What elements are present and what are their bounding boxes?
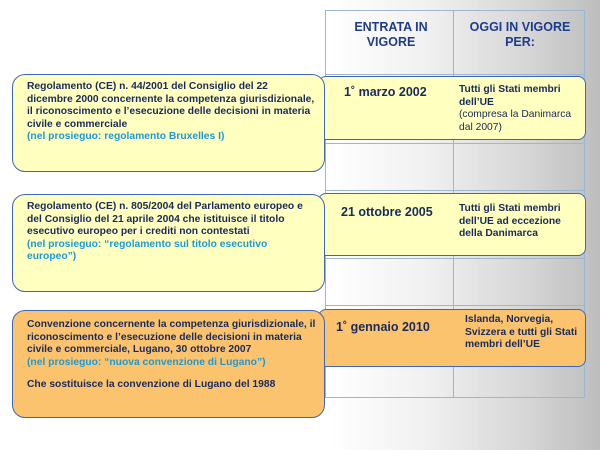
row-divider [325,143,585,144]
header-in-force-for [458,20,582,50]
row2-applies [459,203,583,241]
row3-extra: Che sostituisce la convenzione di Lugano del 1988 [27,379,276,391]
row-divider [325,258,585,259]
header-entry-line2: VIGORE [366,35,416,49]
row3-legal-act [12,310,325,418]
row3-applies [465,314,583,352]
row2-applies-main: Tutti gli Stati membri dell’UE ad eccezione della Danimarca [459,203,561,240]
row3-date: 1˚ gennaio 2010 [336,320,430,334]
row1-date: 1˚ marzo 2002 [344,85,427,99]
row1-applies-main: Tutti gli Stati membri dell’UE [459,84,561,108]
row1-note: (nel prosieguo: regolamento Bruxelles I) [27,131,225,143]
row1-applies [459,84,583,134]
row-divider [325,190,585,191]
row1-legal-act [12,74,325,172]
row2-title: Regolamento (CE) n. 805/2004 del Parlamento europeo e del Consiglio del 21 aprile 2004 che istituisce il titolo esecutivo europeo per i crediti non contestati [27,201,303,238]
header-entry-in-force [335,20,447,50]
row1-applies-note: (compresa la Danimarca dal 2007) [459,109,572,133]
header-today-line2: PER: [505,35,535,49]
row-divider [325,305,585,306]
header-today-line1: OGGI IN VIGORE [469,20,571,34]
header-entry-line1: ENTRATA IN [354,20,428,34]
header-divider [325,74,585,75]
row3-title: Convenzione concernente la competenza giurisdizionale, il riconoscimento e l’esecuzione delle decisioni in materia civile e commerciale, Lugano, 30 ottobre 2007 [27,319,316,356]
row2-note: (nel prosieguo: “regolamento sul titolo esecutivo europeo”) [27,238,268,263]
row3-note: (nel prosieguo: “nuova convenzione di Lugano”) [27,356,266,368]
row2-legal-act [12,194,325,292]
row1-title: Regolamento (CE) n. 44/2001 del Consiglio del 22 dicembre 2000 concernente la competenza giurisdizionale, il riconoscimento e l’esecuzione delle decisioni in materia civile e commerciale [27,81,315,130]
row2-date: 21 ottobre 2005 [341,205,433,219]
row3-applies-main: Islanda, Norvegia, Svizzera e tutti gli Stati membri dell’UE [465,314,578,351]
